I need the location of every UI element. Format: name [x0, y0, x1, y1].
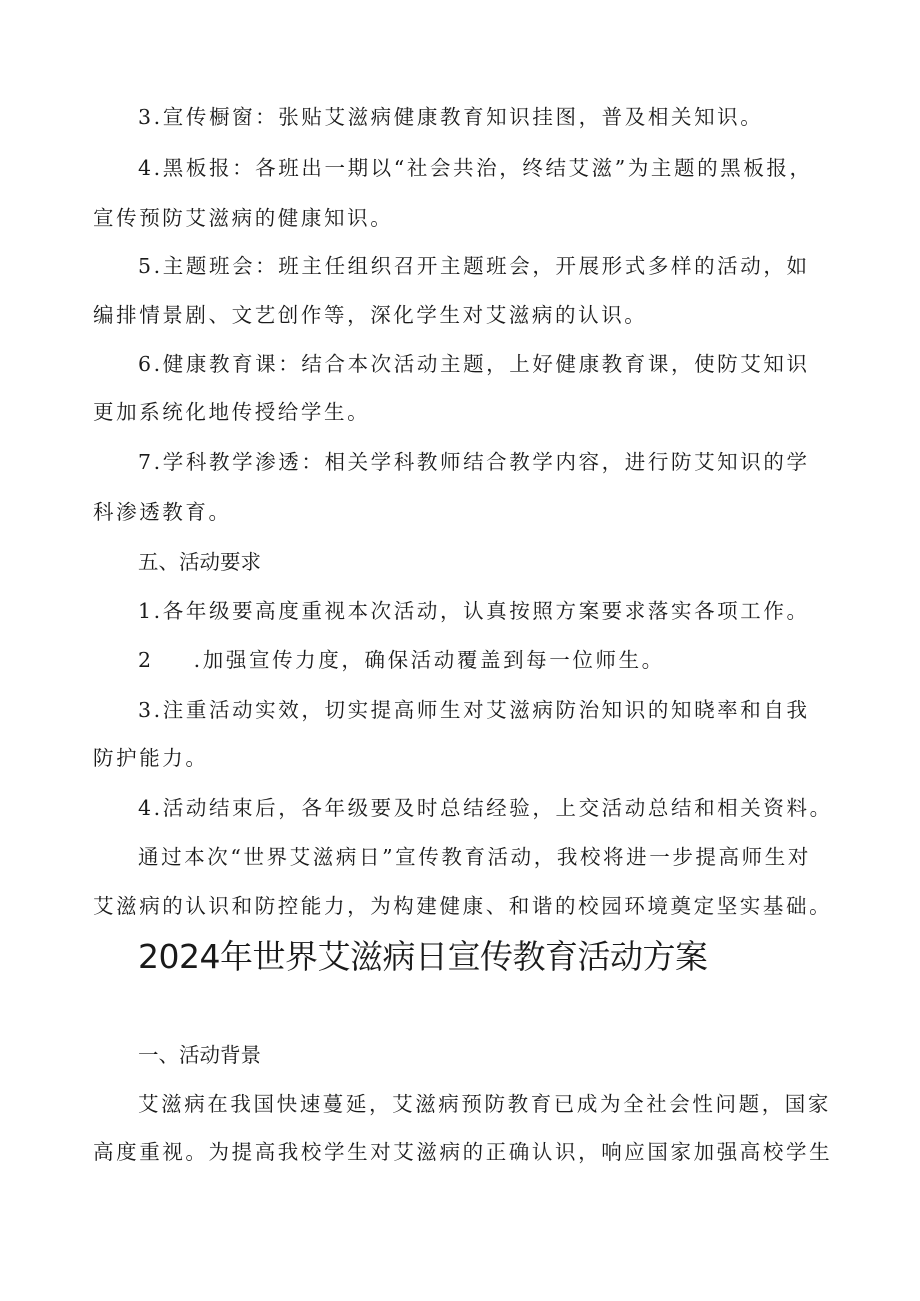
list-item: 3.注重活动实效，切实提高师生对艾滋病防治知识的知晓率和自我 — [138, 698, 810, 722]
section-heading: 五、活动要求 — [138, 550, 261, 574]
list-item-continuation: 编排情景剧、文艺创作等，深化学生对艾滋病的认识。 — [93, 303, 648, 327]
list-item: 2 .加强宣传力度，确保活动覆盖到每一位师生。 — [138, 648, 665, 672]
list-item-continuation: 宣传预防艾滋病的健康知识。 — [93, 206, 394, 230]
paragraph-continuation: 艾滋病的认识和防控能力，为构建健康、和谐的校园环境奠定坚实基础。 — [93, 894, 833, 918]
list-item-continuation: 防护能力。 — [93, 746, 209, 770]
paragraph: 通过本次“世界艾滋病日”宣传教育活动，我校将进一步提高师生对 — [138, 845, 811, 869]
list-item: 3.宣传橱窗：张贴艾滋病健康教育知识挂图，普及相关知识。 — [138, 105, 764, 129]
section-heading: 一、活动背景 — [138, 1043, 261, 1067]
list-item: 6.健康教育课：结合本次活动主题，上好健康教育课，使防艾知识 — [138, 352, 810, 376]
list-item-continuation: 更加系统化地传授给学生。 — [93, 400, 371, 424]
list-item: 5.主题班会：班主任组织召开主题班会，开展形式多样的活动，如 — [138, 254, 810, 278]
document-title: 2024年世界艾滋病日宣传教育活动方案 — [138, 937, 708, 976]
list-item: 4.黑板报：各班出一期以“社会共治，终结艾滋”为主题的黑板报， — [138, 156, 813, 180]
paragraph-continuation: 高度重视。为提高我校学生对艾滋病的正确认识，响应国家加强高校学生 — [93, 1140, 833, 1164]
list-item-continuation: 科渗透教育。 — [93, 500, 232, 524]
list-item: 4.活动结束后，各年级要及时总结经验，上交活动总结和相关资料。 — [138, 796, 833, 820]
paragraph: 艾滋病在我国快速蔓延，艾滋病预防教育已成为全社会性问题，国家 — [138, 1092, 831, 1116]
list-item: 7.学科教学渗透：相关学科教师结合教学内容，进行防艾知识的学 — [138, 450, 810, 474]
list-item: 1.各年级要高度重视本次活动，认真按照方案要求落实各项工作。 — [138, 599, 810, 623]
